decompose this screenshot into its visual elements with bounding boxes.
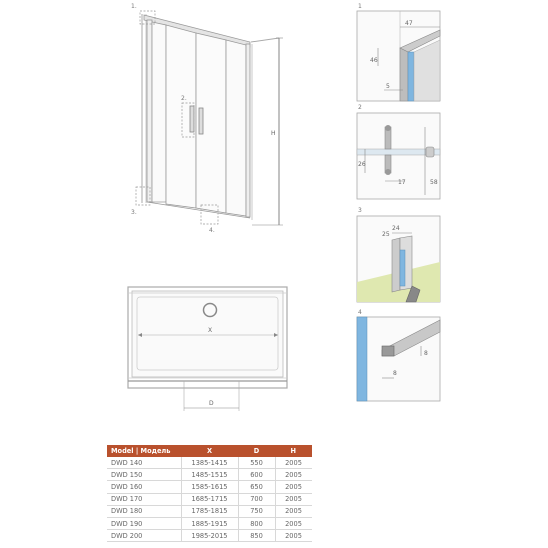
spec-table	[107, 445, 312, 542]
detail-2	[357, 104, 440, 199]
svg-text:8: 8	[393, 370, 397, 377]
svg-text:24: 24	[392, 225, 400, 232]
table-row: DWD 190 1885-1915 800 2005	[107, 517, 312, 529]
svg-text:1: 1	[358, 3, 362, 10]
door-width-label: D	[209, 400, 214, 407]
handle-right-icon	[199, 108, 203, 134]
detail-1	[357, 3, 440, 101]
header-d: D	[238, 445, 275, 457]
table-row: DWD 200 1985-2015 850 2005	[107, 530, 312, 542]
table-row: DWD 170 1685-1715 700 2005	[107, 493, 312, 505]
svg-text:46: 46	[370, 57, 378, 64]
svg-text:17: 17	[398, 179, 406, 186]
svg-text:2: 2	[358, 104, 362, 111]
header-h: H	[275, 445, 312, 457]
svg-text:26: 26	[358, 161, 366, 168]
table-row: DWD 150 1485-1515 600 2005	[107, 469, 312, 481]
svg-text:47: 47	[405, 20, 413, 27]
glass-4	[357, 317, 367, 401]
detail-4	[357, 309, 440, 401]
table-row: DWD 180 1785-1815 750 2005	[107, 505, 312, 517]
svg-text:25: 25	[382, 231, 390, 238]
table-header-row	[107, 445, 312, 457]
callout-2: 2.	[181, 95, 187, 102]
callout-3: 3.	[131, 209, 137, 216]
svg-text:3: 3	[358, 207, 362, 214]
svg-text:4: 4	[358, 309, 362, 316]
svg-text:5: 5	[386, 83, 390, 90]
knob-icon	[426, 147, 434, 157]
callout-4: 4.	[209, 227, 215, 234]
height-label: H	[271, 130, 276, 137]
svg-text:58: 58	[430, 179, 438, 186]
table-row: DWD 140 1385-1415 550 2005	[107, 457, 312, 469]
header-x: X	[181, 445, 238, 457]
front-elevation	[131, 3, 283, 234]
table-row: DWD 160 1585-1615 650 2005	[107, 481, 312, 493]
svg-text:8: 8	[424, 350, 428, 357]
glass-1	[408, 52, 414, 101]
width-label: X	[208, 327, 213, 334]
header-model: Model | Модель	[107, 445, 181, 457]
detail-3	[357, 207, 440, 302]
callout-1: 1.	[131, 3, 137, 10]
handle-left-icon	[190, 106, 194, 132]
plan-view	[128, 287, 287, 411]
